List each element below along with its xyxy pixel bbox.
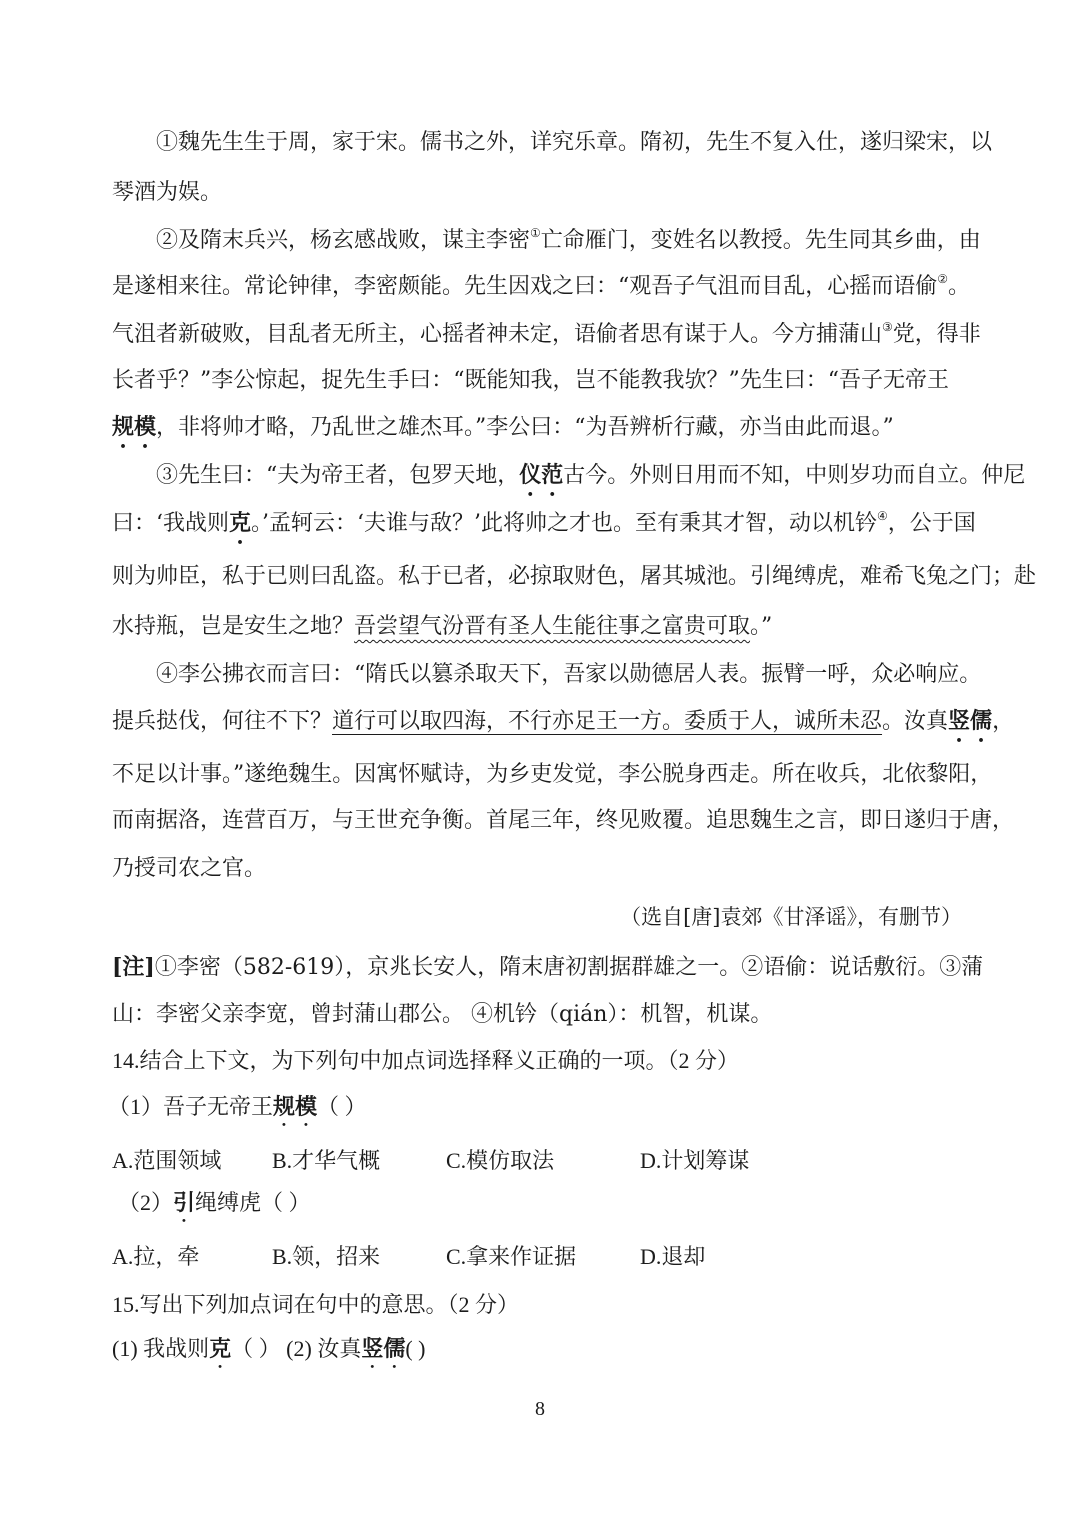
para2-line3: 气沮者新破败，目乱者无所主，心摇者神未定，语偷者思有谋于人。今方捕蒲山③党，得非 bbox=[112, 320, 981, 347]
note-line2: 山：李密父亲李宽，曾封蒲山郡公。 ④机钤（qián）：机智，机谋。 bbox=[112, 1002, 773, 1027]
q14-2-option-c: C.拿来作证据 bbox=[446, 1244, 577, 1269]
para2-line1: ②及隋末兵兴，杨玄感战败，谋主李密①亡命雁门，变姓名以教授。先生同其乡曲，由 bbox=[156, 226, 981, 253]
q14-1-option-c: C.模仿取法 bbox=[446, 1148, 555, 1173]
source-citation: （选自[唐]袁郊《甘泽谣》，有删节） bbox=[620, 905, 962, 929]
dotted-word: 克 bbox=[229, 510, 252, 536]
para2-line2: 是遂相来往。常论钟律，李密颇能。先生因戏之曰：“观吾子气沮而目乱，心摇而语偷②。 bbox=[112, 272, 971, 299]
dotted-word: 竖儒 bbox=[361, 1336, 406, 1361]
para3-line4: 水持瓶，岂是安生之地？吾尝望气汾晋有圣人生能往事之富贵可取。” bbox=[112, 614, 773, 639]
dotted-word: 克 bbox=[209, 1336, 232, 1361]
para4-line3: 不足以计事。”遂绝魏生。因寓怀赋诗，为乡吏发觉，李公脱身西走。所在收兵，北依黎阳， bbox=[112, 762, 993, 787]
dotted-word: 竖儒 bbox=[948, 708, 993, 734]
para4-line5: 乃授司农之官。 bbox=[112, 856, 267, 881]
note-tag: [注] bbox=[112, 954, 155, 980]
para4-line2: 提兵挞伐，何往不下？道行可以取四海，不行亦足王一方。委质于人，诚所未忍。汝真竖儒， bbox=[112, 708, 1015, 734]
note-ref-1: ① bbox=[530, 226, 541, 240]
dotted-word: 引 bbox=[173, 1190, 196, 1215]
note-line1: [注]①李密（582-619），京兆长安人，隋末唐初割据群雄之一。②语偷：说话敷衍。③蒲 bbox=[112, 954, 984, 980]
q14-1-option-a: A.范围领域 bbox=[112, 1148, 222, 1173]
q14-1-option-d: D.计划筹谋 bbox=[640, 1148, 750, 1173]
dotted-word: 仪范 bbox=[519, 462, 564, 488]
note-ref-4: ④ bbox=[877, 509, 888, 523]
para4-line1: ④李公拂衣而言曰：“隋氏以篡杀取天下，吾家以勋德居人表。振臂一呼，众必响应。 bbox=[156, 662, 982, 687]
dotted-word: 规模 bbox=[112, 414, 157, 440]
para3-line1: ③先生曰：“夫为帝王者，包罗天地，仪范古今。外则日用而不知，中则岁功而自立。仲尼 bbox=[156, 462, 1026, 488]
q15-stem: 15.写出下列加点词在句中的意思。（2 分） bbox=[112, 1292, 520, 1317]
para3-line3: 则为帅臣，私于已则曰乱盗。私于已者，必掠取财色，屠其城池。引绳缚虎，难希飞兔之门；赴 bbox=[112, 564, 1037, 589]
page-number: 8 bbox=[535, 1398, 545, 1420]
note-ref-2: ② bbox=[937, 272, 949, 286]
wavy-underlined-sentence: 吾尝望气汾晋有圣人生能往事之富贵可取 bbox=[354, 614, 751, 639]
para2-line4: 长者乎？”李公惊起，捉先生手曰：“既能知我，岂不能教我欤？”先生曰：“吾子无帝王 bbox=[112, 368, 949, 393]
para1-line1: ①魏先生生于周，家于宋。儒书之外，详究乐章。隋初，先生不复入仕，遂归梁宋，以 bbox=[156, 130, 993, 155]
q14-2-option-a: A.拉，牵 bbox=[112, 1244, 200, 1269]
q14-1-option-b: B.才华气概 bbox=[272, 1148, 381, 1173]
q15-items: (1) 我战则克（ ） (2) 汝真竖儒( ) bbox=[112, 1336, 426, 1361]
underlined-sentence: 道行可以取四海，不行亦足王一方。委质于人，诚所未忍 bbox=[332, 709, 883, 734]
q14-sub1: （1）吾子无帝王规模（ ） bbox=[108, 1094, 367, 1119]
q14-sub2: （2）引绳缚虎（ ） bbox=[118, 1190, 311, 1215]
note-ref-3: ③ bbox=[882, 320, 893, 334]
para1-line2: 琴酒为娱。 bbox=[112, 180, 223, 205]
para4-line4: 而南据洛，连营百万，与王世充争衡。首尾三年，终见败覆。追思魏生之言，即日遂归于唐， bbox=[112, 808, 1015, 833]
q14-2-option-d: D.退却 bbox=[640, 1244, 706, 1269]
para2-line5: 规模，非将帅才略，乃乱世之雄杰耳。”李公曰：“为吾辨析行藏，亦当由此而退。” bbox=[112, 414, 894, 440]
dotted-word: 规模 bbox=[273, 1094, 318, 1119]
para3-line2: 曰：‘我战则克。’孟轲云：‘夫谁与敌？’此将帅之才也。至有秉其才智，动以机钤④，公于国 bbox=[112, 509, 976, 536]
q14-2-option-b: B.领，招来 bbox=[272, 1244, 381, 1269]
q14-stem: 14.结合上下文，为下列句中加点词选择释义正确的一项。（2 分） bbox=[112, 1048, 740, 1073]
